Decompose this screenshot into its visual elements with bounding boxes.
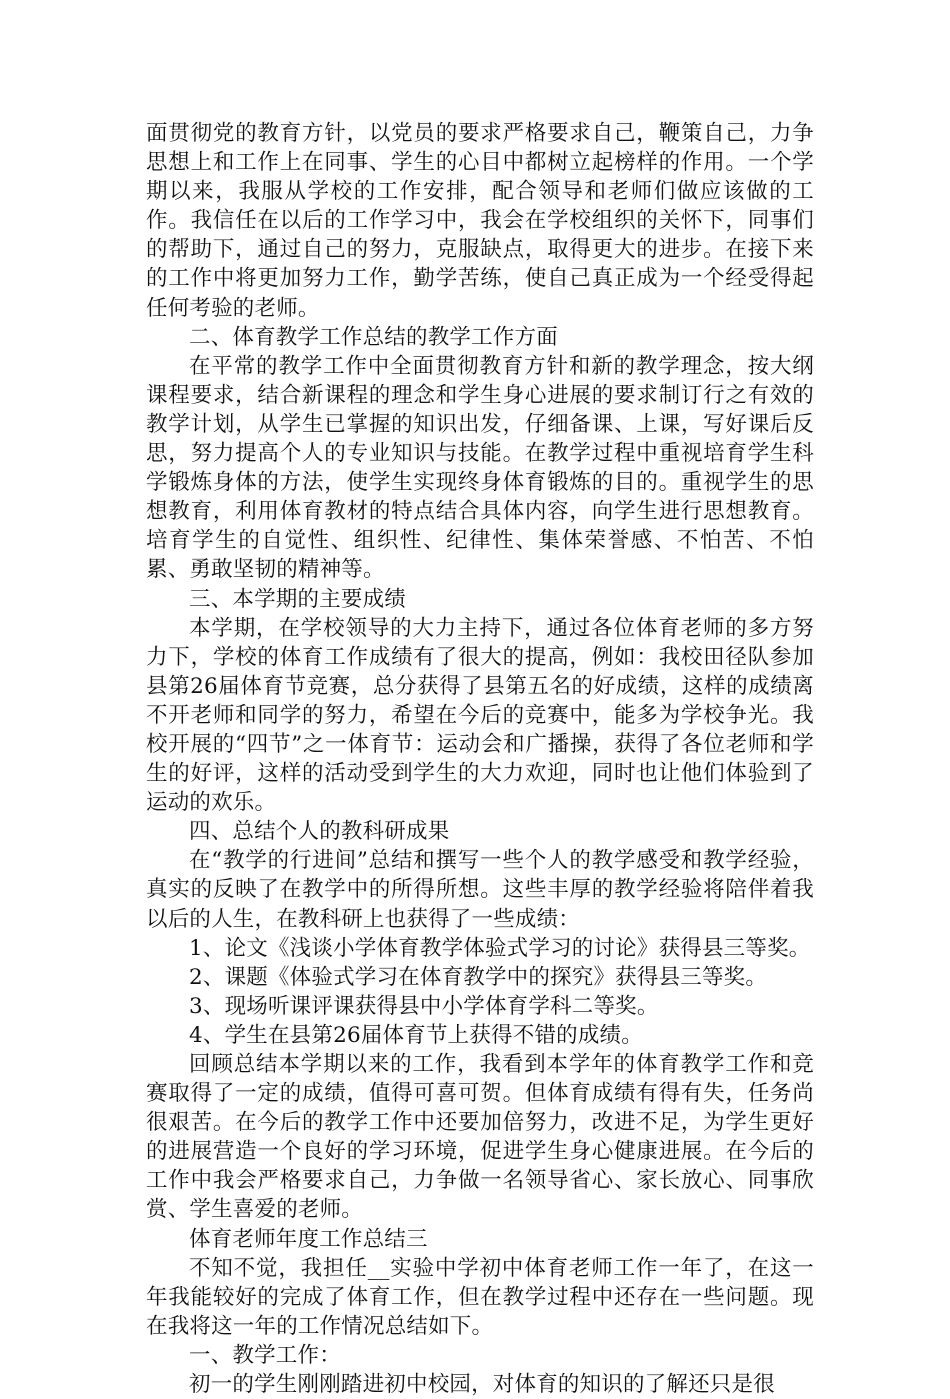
- paragraph-achievements: 本学期，在学校领导的大力主持下，通过各位体育老师的多方努力下，学校的体育工作成绩有了很大的提高，例如：我校田径队参加县第26届体育节竞赛，总分获得了县第五名的好成绩，这样的成绩离不开老师和同学的努力，希望在今后的竞赛中，能多为学校争光。我校开展的“四节”之一体育节：运动会和广播操，获得了各位老师和学生的好评，这样的活动受到学生的大力欢迎，同时也让他们体验到了运动的欢乐。: [146, 615, 814, 816]
- list-item: 4、学生在县第26届体育节上获得不错的成绩。: [189, 1022, 643, 1048]
- paragraph-research: 在“教学的行进间”总结和撰写一些个人的教学感受和教学经验，真实的反映了在教学中的所得所想。这些丰厚的教学经验将陪伴着我以后的人生，在教科研上也获得了一些成绩：: [146, 848, 814, 932]
- paragraph-truncated: 初一的学生刚刚踏进初中校园，对体育的知识的了解还只是很: [189, 1372, 775, 1398]
- section-heading-teaching: 二、体育教学工作总结的教学工作方面: [189, 324, 558, 350]
- paragraph-continuation: 面贯彻党的教育方针，以党员的要求严格要求自己，鞭策自己，力争思想上和工作上在同事、学生的心目中都树立起榜样的作用。一个学期以来，我服从学校的工作安排，配合领导和老师们做应该做的工作。我信任在以后的工作学习中，我会在学校组织的关怀下，同事们的帮助下，通过自己的努力，克服缺点，取得更大的进步。在接下来的工作中将更加努力工作，勤学苦练，使自己真正成为一个经受得起任何考验的老师。: [146, 121, 814, 321]
- section-heading-research: 四、总结个人的教科研成果: [189, 819, 450, 845]
- paragraph-intro: 不知不觉，我担任__实验中学初中体育老师工作一年了，在这一年我能较好的完成了体育工作，但在教学过程中还存在一些问题。现在我将这一年的工作情况总结如下。: [146, 1255, 814, 1339]
- paragraph-teaching: 在平常的教学工作中全面贯彻教育方针和新的教学理念，按大纲课程要求，结合新课程的理念和学生身心进展的要求制订行之有效的教学计划，从学生已掌握的知识出发，仔细备课、上课，写好课后反思，努力提高个人的专业知识与技能。在教学过程中重视培育学生科学锻炼身体的方法，使学生实现终身体育锻炼的目的。重视学生的思想教育，利用体育教材的特点结合具体内容，向学生进行思想教育。培育学生的自觉性、组织性、纪律性、集体荣誉感、不怕苦、不怕累、勇敢坚韧的精神等。: [146, 353, 814, 583]
- document-subtitle: 体育老师年度工作总结三: [189, 1226, 428, 1252]
- paragraph-review: 回顾总结本学期以来的工作，我看到本学年的体育教学工作和竞赛取得了一定的成绩，值得可喜可贺。但体育成绩有得有失，任务尚很艰苦。在今后的教学工作中还要加倍努力，改进不足，为学生更好的进展营造一个良好的学习环境，促进学生身心健康进展。在今后的工作中我会严格要求自己，力争做一名领导省心、家长放心、同事欣赏、学生喜爱的老师。: [146, 1052, 814, 1223]
- section-heading-achievements: 三、本学期的主要成绩: [189, 586, 407, 612]
- section-heading-teaching-work: 一、教学工作：: [189, 1342, 341, 1368]
- document-body: [146, 119, 814, 1399]
- list-item: 2、课题《体验式学习在体育教学中的探究》获得县三等奖。: [189, 964, 768, 990]
- list-item: 1、论文《浅谈小学体育教学体验式学习的讨论》获得县三等奖。: [189, 935, 811, 961]
- list-item: 3、现场听课评课获得县中小学体育学科二等奖。: [189, 993, 659, 1019]
